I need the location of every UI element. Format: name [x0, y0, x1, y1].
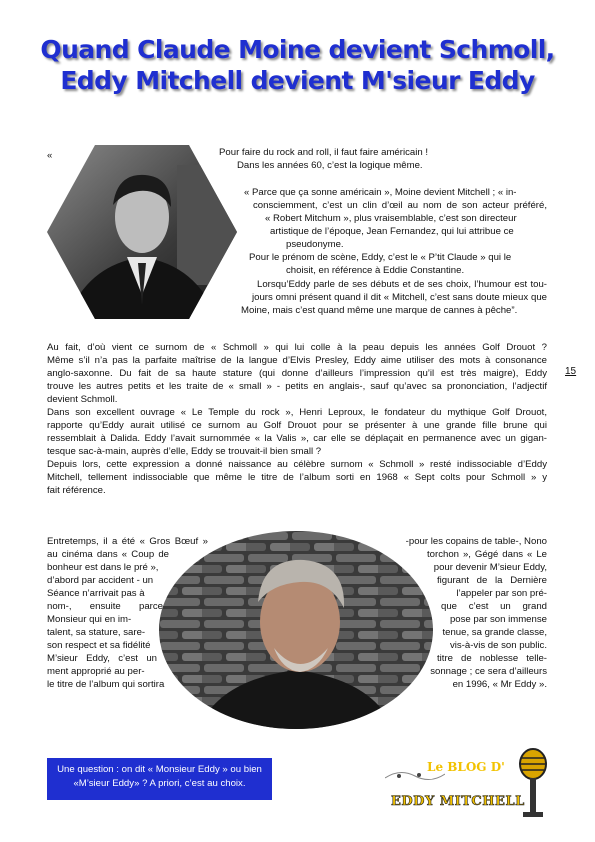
boeuf-right-line: torchon », Gégé dans « Le	[427, 549, 547, 560]
boeuf-left-line: talent, sa stature, sare-	[47, 627, 146, 638]
boeuf-left-line: au cinéma dans « Coup de	[47, 549, 169, 560]
schmoll-line: tesque sac-à-main, auprès d’elle, Eddy se trouvait-il bien small ?	[47, 446, 322, 457]
intro-line: Pour faire du rock and roll, il faut faire américain !	[219, 147, 429, 158]
boeuf-right-line: tenue, sa grande classe,	[442, 627, 547, 638]
boeuf-right-line: figurant de la Dernière	[437, 575, 547, 586]
schmoll-line: Même s’il n’a pas la parfaite maîtrise de la langue d’Elvis Presley, Eddy aime utiliser des mots à consonance	[47, 355, 547, 366]
boeuf-right-line: que c’est un grand	[441, 601, 547, 612]
boeuf-right-line: en 1996, « Mr Eddy ».	[452, 679, 547, 690]
intro-line: « Robert Mitchum », plus vraisemblable, c’est son directeur	[265, 213, 517, 224]
boeuf-right-line: sonnage ; ce sera d’ailleurs	[430, 666, 547, 677]
intro-line: Lorsqu’Eddy parle de ses débuts et de ses choix, l’humour est tou-	[257, 279, 547, 290]
boeuf-left-line: Séance n’arrivait pas à	[47, 588, 145, 599]
title-line-1: Quand Claude Moine devient Schmoll,	[40, 35, 555, 64]
blog-logo	[385, 748, 555, 820]
question-box	[47, 758, 272, 800]
eddy-mitchell-portrait	[158, 530, 434, 730]
boeuf-left-line: son respect et sa fidélité	[47, 640, 151, 651]
intro-line: Moine, mais c’est quand même une marque de cannes à pêche”.	[241, 305, 518, 316]
boeuf-right-line: l’appeler par son pré-	[456, 588, 547, 599]
question-line-1: Une question : on dit « Monsieur Eddy » ou bien	[57, 764, 262, 775]
question-line-2: «M’sieur Eddy» ? A priori, c’est au choix.	[73, 778, 246, 789]
intro-line: jours omni présent quand il dit « Mitchell, c’est sans doute mieux que	[252, 292, 547, 303]
boeuf-left-line: d’abord par accident - un	[47, 575, 154, 586]
boeuf-left-line: le titre de l’album qui sortira	[47, 679, 165, 690]
boeuf-right-line: vis-à-vis de son public.	[449, 640, 547, 651]
schmoll-line: Au fait, d’où vient ce surnom de « Schmoll » qui lui colle à la peau depuis les années Golf Drouot ?	[47, 342, 547, 353]
title-line-2: Eddy Mitchell devient M'sieur Eddy	[60, 66, 535, 95]
microphone-icon	[513, 748, 553, 820]
boeuf-right-line: pour devenir M’sieur Eddy,	[433, 562, 547, 573]
intro-line: « Parce que ça sonne américain », Moine devient Mitchell ; « in-	[244, 187, 517, 198]
schmoll-line: Mitchell, tellement indissociable que même le titre de l’album sorti en 1968 « Sept colts pour Schmoll » y	[47, 472, 547, 483]
logo-top-text: Le BLOG D'	[427, 760, 505, 774]
boeuf-right-line: -pour les copains de table-, Nono	[405, 536, 547, 547]
schmoll-line: trouve les autres petits et les traite de « small » - petits en anglais-, sauf qu’avec sa prononciation, l’adjectif	[47, 381, 547, 392]
schmoll-line: devient Schmoll.	[47, 394, 118, 405]
intro-line: artistique de l’époque, Jean Fernandez, qui lui attribue ce	[270, 226, 514, 237]
intro-line: Dans les années 60, c’est la logique même.	[237, 160, 423, 171]
page-number: 15	[565, 366, 577, 377]
intro-line: pseudonyme.	[286, 239, 344, 250]
schmoll-line: fait référence.	[47, 485, 106, 496]
boeuf-left-line: Monsieur qui en im-	[47, 614, 132, 625]
schmoll-line: anglo-saxonne. Du fait de sa haute stature (qui donne d’ailleurs l’impression qu’il est très maigre), Eddy	[47, 368, 547, 379]
schmoll-line: Depuis lors, cette expression a donné naissance au célèbre surnom « Schmoll » resté indissociable d’Eddy	[47, 459, 547, 470]
intro-line: choisit, en référence à Eddie Constantine.	[286, 265, 465, 276]
open-quote: «	[47, 150, 53, 161]
boeuf-left-line: M’sieur Eddy, c’est un	[47, 653, 157, 664]
schmoll-line: Dans son excellent ouvrage « Le Temple du rock », Henri Leproux, le fondateur du mythique Golf Drouot,	[47, 407, 547, 418]
boeuf-left-line: nom-, ensuite parce	[47, 601, 163, 612]
intro-line: consciemment, c’est un clin d’œil au nom de son acteur préféré,	[253, 200, 547, 211]
boeuf-right-line: titre de noblesse telle-	[437, 653, 547, 664]
young-eddy-photo	[47, 145, 237, 319]
boeuf-left-line: ment approprié au per-	[47, 666, 145, 677]
page-title	[30, 34, 565, 96]
schmoll-line: rapporte qu’Eddy aurait utilisé ce surnom au Golf Drouot pour se présenter à une grande fille brune qui	[47, 420, 547, 431]
boeuf-left-line: Entretemps, il a été « Gros Bœuf »	[47, 536, 208, 547]
intro-line: Pour le prénom de scène, Eddy, c’est le « P’tit Claude » qui le	[249, 252, 512, 263]
boeuf-left-line: bonheur est dans le pré »,	[47, 562, 159, 573]
boeuf-right-line: pose par son immense	[449, 614, 547, 625]
logo-bottom-text: EDDY MITCHELL	[391, 794, 525, 809]
schmoll-line: ressemblait à Dalida. Eddy l’avait surnommée « la Valis », car elle se déplaçait en permanence avec un gigan-	[47, 433, 547, 444]
